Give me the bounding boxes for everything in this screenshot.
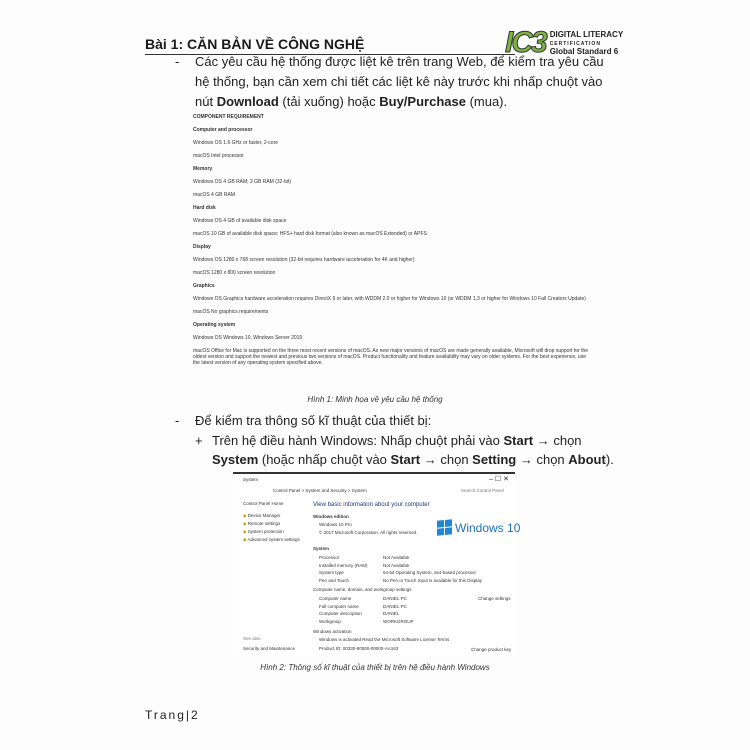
activation-heading: Windows activation — [313, 629, 352, 634]
page-number: Trang|2 — [145, 708, 200, 722]
requirement-heading: Memory — [193, 166, 213, 172]
shield-icon: ◆ — [243, 529, 247, 534]
info-label: Full computer name — [319, 603, 359, 609]
name-heading: Computer name, domain, and workgroup settings — [313, 587, 412, 592]
side-links — [243, 512, 300, 544]
requirement-heading: Graphics — [193, 283, 215, 289]
requirement-heading: Display — [193, 244, 211, 250]
logo-line2: CERTIFICATION — [549, 40, 601, 47]
sub-bullet-marker: + — [195, 433, 203, 448]
side-link-label: Device Manager — [247, 513, 281, 518]
windows-instructions: Trên hệ điều hành Windows: Nhấp chuột phải vào Start → chọn System (hoặc nhấp chuột vào Start → chọn Setting → chọn About). — [212, 433, 614, 467]
bullet-marker: - — [175, 413, 180, 428]
info-value: DANIEL-PC — [383, 603, 408, 609]
activation-status: Windows is activated Read the Microsoft Software License Terms — [319, 637, 450, 642]
requirement-line: Windows OS 4 GB of available disk space — [193, 218, 287, 224]
requirement-line: macOS 1280 x 800 screen resolution — [193, 270, 276, 276]
control-panel-home: Control Panel Home — [243, 501, 284, 506]
info-value: DANIEL-PC — [383, 596, 408, 601]
side-link[interactable] — [243, 520, 300, 528]
requirements-figure — [193, 114, 593, 373]
info-row — [319, 610, 414, 618]
requirement-line: Windows OS 1280 x 768 screen resolution (32-bit requires hardware acceleration for 4K and higher) — [193, 257, 415, 263]
system-info — [319, 554, 482, 584]
logo-mark: IC3 — [505, 26, 546, 59]
info-row — [319, 595, 414, 603]
requirement-line: macOS No graphics requirements — [193, 309, 269, 315]
product-id: Product ID: 00330-80000-00000-AA163 — [319, 646, 399, 651]
copyright: © 2017 Microsoft Corporation. All rights reserved. — [319, 530, 418, 535]
requirement-line: Windows OS Windows 10, Windows Server 2019 — [193, 335, 303, 341]
change-product-key-link[interactable]: Change product key — [471, 647, 512, 652]
window-controls: – ☐ ✕ — [489, 476, 509, 483]
lesson-title: Bài 1: CĂN BẢN VỀ CÔNG NGHỆ — [145, 36, 365, 52]
info-row — [319, 562, 482, 570]
window-title: System — [243, 477, 259, 482]
bullet-marker: - — [175, 54, 180, 69]
windows10-logo: Windows 10 — [437, 520, 520, 535]
info-row — [319, 554, 482, 562]
view-heading: View basic information about your computer — [313, 502, 430, 508]
requirement-heading: Hard disk — [193, 205, 216, 211]
search-input: Search Control Panel — [461, 488, 504, 493]
change-settings-link[interactable]: Change settings — [478, 596, 511, 601]
requirement-line: Windows OS Graphics hardware acceleration requires DirectX 9 or later, with WDDM 2.0 or higher for Windows 10 (or WDDM 1.3 or higher for Windows 10 Fall Creators Update) — [193, 296, 586, 302]
bullet-requirements-text: Các yêu cầu hệ thống được liệt kê trên trang Web, để kiểm tra yêu cầu hệ thống, bạn cần xem chi tiết các liệt kê này trước khi nhấp chuột vào nút Download (tải xuống) hoặc Buy/Purchase (mua). — [195, 54, 604, 109]
side-link-label: Advanced system settings — [247, 537, 300, 542]
info-value: Not Available — [383, 555, 410, 560]
info-value: WORKGROUP — [383, 618, 414, 624]
info-label: Pen and Touch — [319, 577, 349, 583]
requirement-line: Windows OS 1.6 GHz or faster, 2-core — [193, 140, 279, 146]
info-label: Installed memory (RAM) — [319, 562, 368, 568]
system-heading: System — [313, 546, 330, 551]
info-row — [319, 618, 414, 626]
info-value: 64-bit Operating System, x64-based processor — [383, 570, 477, 575]
breadcrumb: Control Panel > System and Security > System — [273, 488, 367, 493]
requirement-line: macOS Intel processor — [193, 153, 244, 159]
edition: Windows 10 Pro — [319, 522, 352, 527]
side-link-label: System protection — [247, 529, 284, 534]
info-label: Processor — [319, 555, 340, 560]
name-info — [319, 595, 414, 625]
info-row — [319, 577, 482, 585]
requirement-line: macOS 4 GB RAM — [193, 192, 235, 198]
windows-system-screenshot — [233, 472, 521, 656]
side-link[interactable] — [243, 536, 300, 544]
info-value: DANIEL — [383, 611, 400, 616]
shield-icon: ◆ — [243, 513, 247, 518]
figure-caption-2: Hình 2: Thông số kĩ thuật của thiết bị trên hệ điều hành Windows — [260, 663, 490, 672]
requirement-heading: COMPONENT REQUIREMENT — [193, 114, 264, 120]
edition-heading: Windows edition — [313, 514, 349, 519]
info-label: Computer description — [319, 611, 362, 616]
requirement-heading: Computer and processor — [193, 127, 253, 133]
see-also: See also — [243, 636, 261, 641]
side-link[interactable] — [243, 512, 300, 520]
requirement-line: macOS 10 GB of available disk space; HFS+ hard disk format (also known as macOS Extended) or APFS — [193, 231, 427, 237]
bullet-check-specs: Để kiểm tra thông số kĩ thuật của thiết bị: — [195, 413, 432, 428]
figure-caption-1: Hình 1: Minh họa về yêu cầu hệ thống — [307, 395, 443, 404]
requirement-line: Windows OS 4 GB RAM; 2 GB RAM (32-bit) — [193, 179, 292, 185]
info-value: No Pen or Touch Input is available for this Display — [383, 577, 482, 583]
shield-icon: ◆ — [243, 537, 247, 542]
side-link[interactable] — [243, 528, 300, 536]
logo-line1: DIGITAL LITERACY — [549, 29, 624, 39]
requirement-line: macOS Office for Mac is supported on the three most recent versions of macOS. As new major versions of macOS are made generally available, Microsoft will drop support for the oldest version and support the newest and previous two versions of macOS. Product functionality and feature availability may vary on older systems. For the best experience, use the latest version of any operating system specified above. — [193, 348, 589, 366]
info-label: Workgroup — [319, 618, 341, 624]
info-row — [319, 569, 482, 577]
info-row — [319, 603, 414, 611]
windows-flag-icon — [437, 519, 452, 536]
side-link-label: Remote settings — [247, 521, 281, 526]
info-value: Not Available — [383, 562, 410, 568]
requirement-heading: Operating system — [193, 322, 236, 328]
info-label: System type — [319, 570, 344, 575]
security-link: Security and Maintenance — [243, 646, 296, 651]
shield-icon: ◆ — [243, 521, 247, 526]
info-label: Computer name — [319, 596, 352, 601]
logo-line3: Global Standard 6 — [549, 46, 619, 56]
